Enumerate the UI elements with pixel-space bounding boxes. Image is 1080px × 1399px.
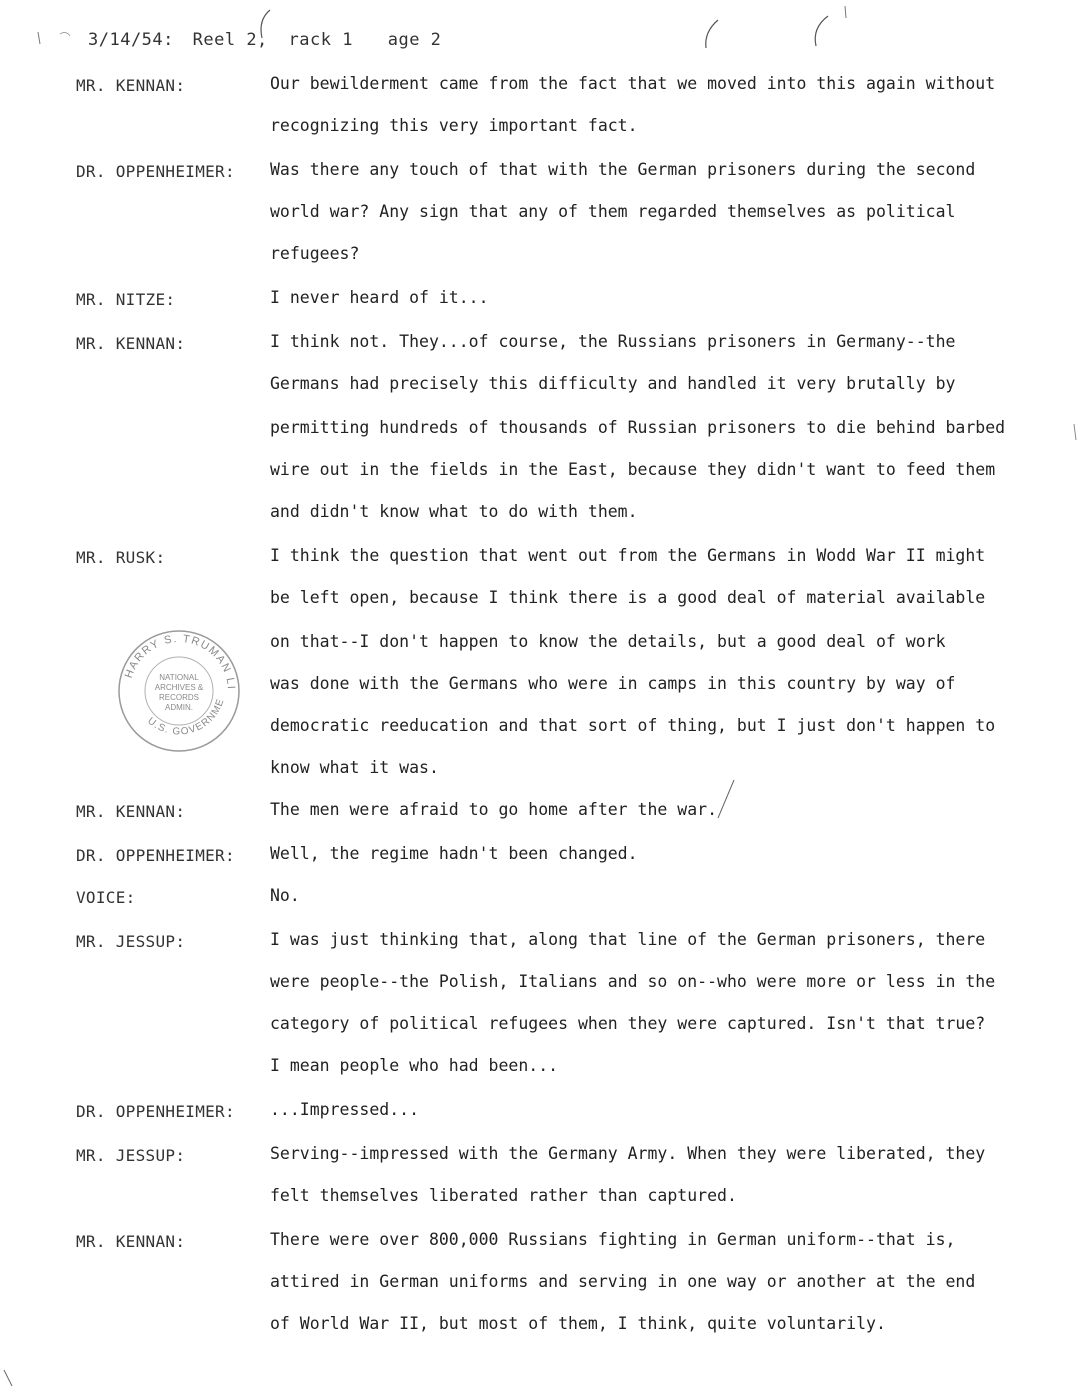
- speaker-label: DR. OPPENHEIMER:: [76, 162, 235, 181]
- dialogue-line: attired in German uniforms and serving in one way or another at the end: [270, 1272, 976, 1291]
- dialogue-line: There were over 800,000 Russians fighting in German uniform--that is,: [270, 1230, 956, 1249]
- speaker-label: MR. KENNAN:: [76, 1232, 186, 1251]
- dialogue-line: was done with the Germans who were in camps in this country by way of: [270, 674, 956, 693]
- speaker-label: MR. KENNAN:: [76, 334, 186, 353]
- header-track: rack 1: [288, 30, 353, 50]
- dialogue-line: category of political refugees when they were captured. Isn't that true?: [270, 1014, 986, 1033]
- dialogue-line: of World War II, but most of them, I think, quite voluntarily.: [270, 1314, 886, 1333]
- dialogue-line: and didn't know what to do with them.: [270, 502, 638, 521]
- speaker-label: MR. JESSUP:: [76, 1146, 186, 1165]
- dialogue-line: on that--I don't happen to know the details, but a good deal of work: [270, 632, 946, 651]
- speaker-label: DR. OPPENHEIMER:: [76, 1102, 235, 1121]
- header-date: 3/14/54:: [88, 30, 174, 50]
- speaker-label: VOICE:: [76, 888, 136, 907]
- speaker-label: MR. NITZE:: [76, 290, 176, 309]
- dialogue-line: Well, the regime hadn't been changed.: [270, 844, 638, 863]
- dialogue-line: Our bewilderment came from the fact that we moved into this again without: [270, 74, 996, 93]
- svg-text:NATIONAL: NATIONAL: [159, 673, 199, 682]
- dialogue-line: I think the question that went out from the Germans in Wodd War II might: [270, 546, 986, 565]
- dialogue-line: permitting hundreds of thousands of Russian prisoners to die behind barbed: [270, 418, 1006, 437]
- archive-stamp: [116, 628, 242, 754]
- dialogue-line: know what it was.: [270, 758, 439, 777]
- dialogue-line: Was there any touch of that with the German prisoners during the second: [270, 160, 976, 179]
- dialogue-line: refugees?: [270, 244, 360, 263]
- dialogue-line: wire out in the fields in the East, because they didn't want to feed them: [270, 460, 996, 479]
- header-page: age 2: [387, 30, 442, 50]
- dialogue-line: I think not. They...of course, the Russians prisoners in Germany--the: [270, 332, 956, 351]
- dialogue-line: world war? Any sign that any of them regarded themselves as political: [270, 202, 956, 221]
- speaker-label: MR. RUSK:: [76, 548, 166, 567]
- header-reel: Reel 2,: [192, 30, 268, 50]
- dialogue-line: ...Impressed...: [270, 1100, 420, 1119]
- svg-text:RECORDS: RECORDS: [158, 693, 200, 702]
- svg-text:U.S. GOVERNMENT: U.S. GOVERNME: [145, 696, 227, 738]
- speaker-label: DR. OPPENHEIMER:: [76, 846, 235, 865]
- dialogue-line: democratic reeducation and that sort of thing, but I just don't happen to: [270, 716, 996, 735]
- svg-text:HARRY S. TRUMAN LIBRARY: HARRY S. TRUMAN LI: [122, 632, 238, 691]
- stamp-seal-icon: [116, 628, 242, 754]
- dialogue-line: The men were afraid to go home after the war.: [270, 800, 718, 819]
- svg-text:ARCHIVES &: ARCHIVES &: [154, 683, 204, 692]
- dialogue-line: I mean people who had been...: [270, 1056, 559, 1075]
- svg-text:ADMIN.: ADMIN.: [165, 703, 193, 712]
- speaker-label: MR. KENNAN:: [76, 802, 186, 821]
- dialogue-line: Serving--impressed with the Germany Army. When they were liberated, they: [270, 1144, 986, 1163]
- speaker-label: MR. KENNAN:: [76, 76, 186, 95]
- dialogue-line: recognizing this very important fact.: [270, 116, 638, 135]
- dialogue-line: No.: [270, 886, 300, 905]
- dialogue-line: I never heard of it...: [270, 288, 489, 307]
- dialogue-line: were people--the Polish, Italians and so on--who were more or less in the: [270, 972, 996, 991]
- dialogue-line: be left open, because I think there is a good deal of material available: [270, 588, 986, 607]
- speaker-label: MR. JESSUP:: [76, 932, 186, 951]
- dialogue-line: I was just thinking that, along that line of the German prisoners, there: [270, 930, 986, 949]
- dialogue-line: felt themselves liberated rather than captured.: [270, 1186, 737, 1205]
- dialogue-line: Germans had precisely this difficulty and handled it very brutally by: [270, 374, 956, 393]
